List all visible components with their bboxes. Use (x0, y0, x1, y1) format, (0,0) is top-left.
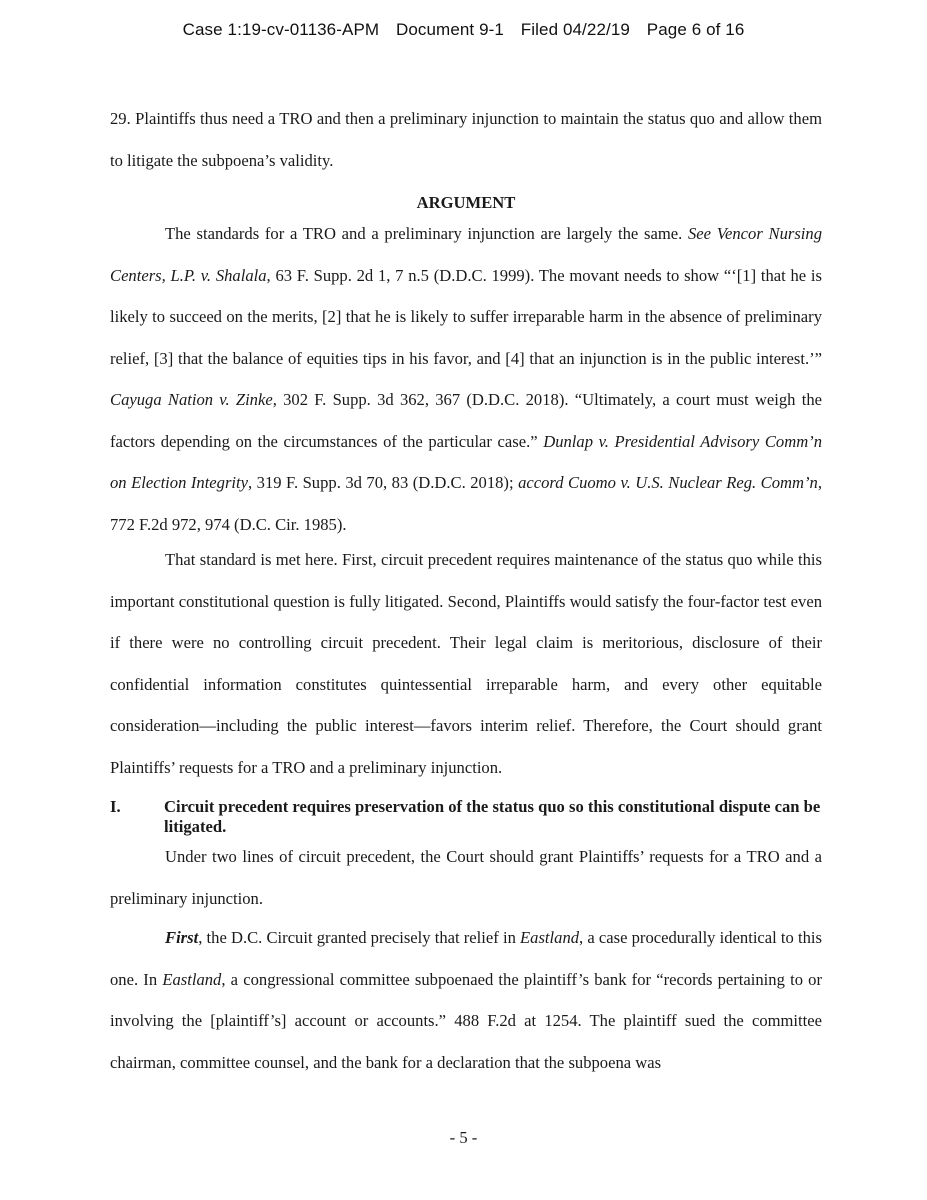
text-run: , 772 F.2d 972, 974 (D.C. Cir. 1985). (110, 473, 822, 534)
text-run: , the D.C. Circuit granted precisely that relief in (198, 928, 521, 947)
lead-word-first: First (165, 928, 199, 947)
page-of-pages: Page 6 of 16 (646, 20, 745, 39)
citation-dunlap: Dunlap v. Presidential Advisory Comm’n on Election Integrity (110, 431, 822, 492)
filed-date: Filed 04/22/19 (520, 20, 630, 39)
section-number: I. (110, 797, 121, 816)
citation-cuomo: accord Cuomo v. U.S. Nuclear Reg. Comm’n (518, 473, 818, 492)
ecf-filing-header (0, 20, 927, 40)
case-number: Case 1:19-cv-01136-APM (182, 20, 380, 39)
section-i-heading (110, 797, 822, 837)
citation-eastland: Eastland (162, 969, 222, 989)
section-title: Circuit precedent requires preservation of the status quo so this constitutional dispute can be litigated. (164, 797, 821, 836)
argument-heading: ARGUMENT (416, 193, 516, 212)
text-run: , 302 F. Supp. 3d 362, 367 (D.D.C. 2018). “Ultimately, a court must weigh the factors depending on the circumstances of the particular case.” (110, 390, 822, 451)
citation-vencor: See Vencor Nursing Centers, L.P. v. Shalala (110, 224, 822, 285)
text-run: The standards for a TRO and a preliminary injunction are largely the same. (165, 224, 688, 243)
text-run: , a congressional committee subpoenaed the plaintiff’s bank for “records pertaining to or involving the [plaintiff’s] account or accounts.” 488 F.2d at 1254. The plaintiff sued the committee chairman, committee counsel, and the bank for a declaration that the subpoena was (110, 969, 823, 1072)
text-run: , a case procedurally identical to this one. In (110, 928, 822, 989)
citation-eastland: Eastland (520, 928, 580, 947)
document-number: Document 9-1 (395, 20, 504, 39)
text-run: , 63 F. Supp. 2d 1, 7 n.5 (D.D.C. 1999). The movant needs to show “‘[1] that he is likely to succeed on the merits, [2] that he is likely to suffer irreparable harm in the absence of preliminary relief, [3] that the balance of equities tips in his favor, and [4] that an injunction is in the public interest.’” (110, 265, 822, 368)
first-paragraph (110, 917, 822, 1083)
two-lines-paragraph: Under two lines of circuit precedent, the Court should grant Plaintiffs’ requests for a TRO and a preliminary injunction. (110, 847, 822, 908)
text-run: , 319 F. Supp. 3d 70, 83 (D.D.C. 2018); (248, 473, 519, 492)
page-number: - 5 - (449, 1128, 478, 1147)
standards-paragraph (110, 213, 822, 545)
citation-cayuga: Cayuga Nation v. Zinke (110, 390, 273, 409)
paragraph-29: 29. Plaintiffs thus need a TRO and then a preliminary injunction to maintain the status quo and allow them to litigate the subpoena’s validity. (110, 109, 822, 170)
standard-met-paragraph: That standard is met here. First, circuit precedent requires maintenance of the status quo while this important constitutional question is fully litigated. Second, Plaintiffs would satisfy the four-factor test even if there were no controlling circuit precedent. Their legal claim is meritorious, disclosure of their confidential information constitutes quintessential irreparable harm, and every other equitable consideration—including the public interest—favors interim relief. Therefore, the Court should grant Plaintiffs’ requests for a TRO and a preliminary injunction. (110, 550, 822, 777)
